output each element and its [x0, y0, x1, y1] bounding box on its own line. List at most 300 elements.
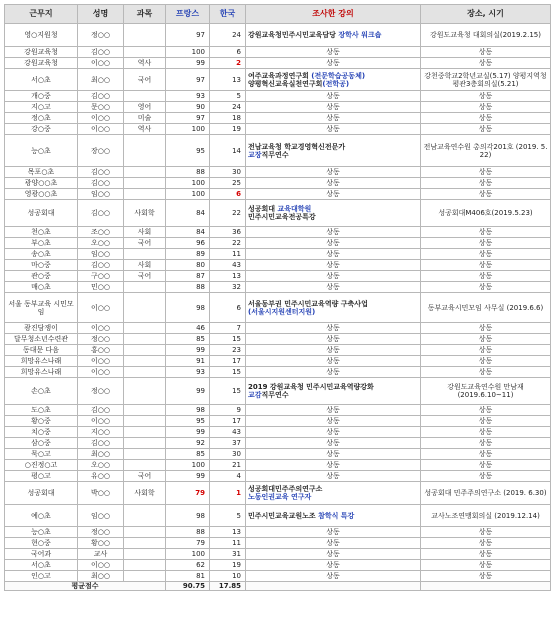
cell-french-score: 100 — [166, 178, 210, 189]
cell-lecture: 상동 — [246, 460, 421, 471]
table-row — [5, 356, 551, 367]
cell-subject: 역사 — [124, 58, 166, 69]
table-row — [5, 378, 551, 405]
cell-place: 상동 — [421, 102, 551, 113]
cell-lecture: 상동 — [246, 47, 421, 58]
lecture-text: 민주시민교육전공특강 — [248, 213, 316, 221]
cell-korea-score: 4 — [210, 471, 246, 482]
cell-org: 부○초 — [5, 238, 78, 249]
cell-org: 영○지원청 — [5, 24, 78, 47]
cell-org: 천○초 — [5, 227, 78, 238]
cell-korea-score: 30 — [210, 449, 246, 460]
cell-name: 이○○ — [78, 58, 124, 69]
cell-lecture: 상동 — [246, 167, 421, 178]
cell-subject: 사회학 — [124, 200, 166, 227]
cell-place: 상동 — [421, 560, 551, 571]
footer-korea-avg: 17.85 — [210, 582, 246, 591]
cell-korea-score: 13 — [210, 69, 246, 91]
cell-korea-score: 36 — [210, 227, 246, 238]
cell-org: 달무청소년수련관 — [5, 334, 78, 345]
table-row — [5, 113, 551, 124]
cell-place: 상동 — [421, 449, 551, 460]
cell-korea-score: 5 — [210, 91, 246, 102]
table-row — [5, 47, 551, 58]
cell-org: 지○고 — [5, 102, 78, 113]
cell-name: 김○○ — [78, 47, 124, 58]
cell-place: 강천중학교2학년교실(5.17) 양평지역청평관3층회의실(5.21) — [421, 69, 551, 91]
cell-lecture: 상동 — [246, 334, 421, 345]
cell-french-score: 100 — [166, 47, 210, 58]
cell-korea-score: 10 — [210, 571, 246, 582]
cell-korea-score: 5 — [210, 505, 246, 527]
table-row — [5, 405, 551, 416]
cell-lecture: 상동 — [246, 538, 421, 549]
cell-name: 황○○ — [78, 538, 124, 549]
cell-name: 임○○ — [78, 505, 124, 527]
cell-place: 상동 — [421, 356, 551, 367]
cell-org: 성공회대 — [5, 482, 78, 505]
cell-subject — [124, 293, 166, 323]
cell-french-score: 100 — [166, 460, 210, 471]
cell-org: 관○중 — [5, 271, 78, 282]
cell-name: 이○○ — [78, 323, 124, 334]
cell-name: 이○○ — [78, 416, 124, 427]
cell-lecture: 상동 — [246, 356, 421, 367]
table-row — [5, 200, 551, 227]
cell-place: 상동 — [421, 271, 551, 282]
cell-org: 마○중 — [5, 260, 78, 271]
cell-name: 임○○ — [78, 249, 124, 260]
cell-name: 최○○ — [78, 69, 124, 91]
cell-korea-score: 43 — [210, 260, 246, 271]
cell-french-score: 98 — [166, 293, 210, 323]
cell-place: 상동 — [421, 167, 551, 178]
cell-lecture — [246, 200, 421, 227]
cell-name: 김○○ — [78, 405, 124, 416]
cell-place: 상동 — [421, 438, 551, 449]
cell-korea-score: 19 — [210, 560, 246, 571]
table-row — [5, 293, 551, 323]
cell-name: 홍○○ — [78, 345, 124, 356]
cell-korea-score: 17 — [210, 356, 246, 367]
cell-french-score: 95 — [166, 416, 210, 427]
cell-place: 상동 — [421, 249, 551, 260]
lecture-text: 전남교육청 학교경영혁신전문가 — [248, 142, 346, 151]
cell-subject — [124, 189, 166, 200]
cell-subject: 국어 — [124, 271, 166, 282]
cell-place: 강원도교육연수원 만남재(2019.6.10~11) — [421, 378, 551, 405]
survey-table — [4, 4, 551, 591]
cell-lecture: 상동 — [246, 178, 421, 189]
cell-name: 문○○ — [78, 102, 124, 113]
cell-subject — [124, 427, 166, 438]
cell-name: 오○○ — [78, 460, 124, 471]
cell-name: 정○○ — [78, 527, 124, 538]
cell-place: 상동 — [421, 471, 551, 482]
cell-place: 상동 — [421, 460, 551, 471]
cell-lecture: 상동 — [246, 113, 421, 124]
cell-korea-score: 2 — [210, 58, 246, 69]
cell-korea-score: 9 — [210, 405, 246, 416]
cell-subject — [124, 449, 166, 460]
cell-korea-score: 31 — [210, 549, 246, 560]
header-subject: 과목 — [124, 5, 166, 24]
cell-lecture — [246, 24, 421, 47]
cell-org: 강원교육청 — [5, 47, 78, 58]
cell-name: 정○○ — [78, 378, 124, 405]
cell-french-score: 80 — [166, 260, 210, 271]
cell-name: 이○○ — [78, 367, 124, 378]
table-row — [5, 282, 551, 293]
lecture-text: 성공회대민주주의연구소 — [248, 485, 323, 493]
cell-subject: 국어 — [124, 471, 166, 482]
cell-name: 임○○ — [78, 189, 124, 200]
cell-french-score: 97 — [166, 24, 210, 47]
cell-name: 정○○ — [78, 24, 124, 47]
table-row — [5, 449, 551, 460]
cell-name: 오○○ — [78, 238, 124, 249]
cell-lecture — [246, 378, 421, 405]
cell-org: 정○초 — [5, 113, 78, 124]
cell-subject — [124, 178, 166, 189]
cell-korea-score: 24 — [210, 102, 246, 113]
table-row — [5, 135, 551, 167]
table-row — [5, 427, 551, 438]
cell-korea-score: 6 — [210, 189, 246, 200]
cell-subject: 영어 — [124, 102, 166, 113]
cell-subject: 사회 — [124, 260, 166, 271]
cell-french-score: 84 — [166, 200, 210, 227]
table-row — [5, 367, 551, 378]
cell-org: 목포○초 — [5, 167, 78, 178]
cell-lecture: 상동 — [246, 260, 421, 271]
table-row — [5, 24, 551, 47]
cell-org: 광양○○초 — [5, 178, 78, 189]
cell-name: 이○○ — [78, 356, 124, 367]
table-row — [5, 538, 551, 549]
cell-subject — [124, 527, 166, 538]
cell-french-score: 99 — [166, 427, 210, 438]
cell-name: 이○○ — [78, 124, 124, 135]
table-row — [5, 505, 551, 527]
cell-subject: 사회학 — [124, 482, 166, 505]
cell-org: 능○초 — [5, 527, 78, 538]
table-row — [5, 238, 551, 249]
cell-korea-score: 21 — [210, 460, 246, 471]
cell-french-score: 99 — [166, 471, 210, 482]
cell-org: 황○중 — [5, 416, 78, 427]
cell-org: 국어과 — [5, 549, 78, 560]
cell-name: 유○○ — [78, 471, 124, 482]
cell-name: 조○○ — [78, 227, 124, 238]
lecture-text: 직무연수 — [261, 391, 289, 399]
header-french: 프랑스 — [166, 5, 210, 24]
footer-french-avg: 90.75 — [166, 582, 210, 591]
cell-french-score: 99 — [166, 345, 210, 356]
cell-place: 상동 — [421, 189, 551, 200]
cell-org: 강원교육청 — [5, 58, 78, 69]
cell-korea-score: 25 — [210, 178, 246, 189]
cell-place: 상동 — [421, 571, 551, 582]
table-row — [5, 249, 551, 260]
footer-empty-place — [421, 582, 551, 591]
table-row — [5, 260, 551, 271]
cell-subject — [124, 367, 166, 378]
cell-korea-score: 11 — [210, 538, 246, 549]
cell-name: 민○○ — [78, 282, 124, 293]
cell-name: 김○○ — [78, 260, 124, 271]
cell-korea-score: 14 — [210, 135, 246, 167]
cell-org: 평○고 — [5, 471, 78, 482]
lecture-text: (서울시지원센터지원) — [248, 307, 316, 316]
cell-place: 상동 — [421, 527, 551, 538]
table-row — [5, 416, 551, 427]
cell-lecture: 상동 — [246, 227, 421, 238]
cell-subject — [124, 249, 166, 260]
cell-lecture: 상동 — [246, 449, 421, 460]
lecture-text: 교감 — [248, 391, 262, 399]
cell-subject — [124, 571, 166, 582]
table-row — [5, 482, 551, 505]
cell-korea-score: 11 — [210, 249, 246, 260]
cell-lecture: 상동 — [246, 549, 421, 560]
cell-korea-score: 17 — [210, 416, 246, 427]
table-row — [5, 560, 551, 571]
cell-name: 이○○ — [78, 560, 124, 571]
cell-subject — [124, 282, 166, 293]
cell-org: 인○고 — [5, 571, 78, 582]
cell-place: 상동 — [421, 405, 551, 416]
cell-name: 정○○ — [78, 334, 124, 345]
cell-korea-score: 32 — [210, 282, 246, 293]
cell-subject — [124, 560, 166, 571]
table-row — [5, 124, 551, 135]
lecture-text: 교육대학원 — [277, 205, 312, 213]
cell-korea-score: 15 — [210, 378, 246, 405]
lecture-text: (전문학습공동체) — [311, 71, 366, 80]
cell-place: 상동 — [421, 91, 551, 102]
cell-french-score: 90 — [166, 102, 210, 113]
cell-french-score: 85 — [166, 334, 210, 345]
cell-lecture: 상동 — [246, 438, 421, 449]
cell-place: 동부교육시민모임 사무실 (2019.6.6) — [421, 293, 551, 323]
cell-subject — [124, 91, 166, 102]
table-row — [5, 167, 551, 178]
cell-lecture — [246, 135, 421, 167]
cell-subject: 역사 — [124, 124, 166, 135]
cell-french-score: 91 — [166, 356, 210, 367]
cell-subject: 사회 — [124, 227, 166, 238]
cell-korea-score: 1 — [210, 482, 246, 505]
cell-name: 김○○ — [78, 91, 124, 102]
cell-lecture: 상동 — [246, 323, 421, 334]
cell-lecture: 상동 — [246, 91, 421, 102]
cell-lecture: 상동 — [246, 58, 421, 69]
cell-place: 상동 — [421, 260, 551, 271]
lecture-text: 양평혁신교육실천연구회 — [248, 79, 323, 88]
cell-subject — [124, 47, 166, 58]
cell-lecture: 상동 — [246, 527, 421, 538]
cell-name: 최○○ — [78, 449, 124, 460]
cell-org: 광진담쟁이 — [5, 323, 78, 334]
cell-name: 김○○ — [78, 178, 124, 189]
cell-french-score: 100 — [166, 189, 210, 200]
table-row — [5, 334, 551, 345]
cell-org: 매○초 — [5, 282, 78, 293]
lecture-text: 민주시민교육교원노조 — [248, 511, 319, 520]
cell-korea-score: 19 — [210, 124, 246, 135]
cell-french-score: 88 — [166, 167, 210, 178]
cell-lecture: 상동 — [246, 124, 421, 135]
footer-row — [5, 582, 551, 591]
cell-lecture — [246, 293, 421, 323]
lecture-text: (전학공) — [322, 79, 350, 88]
lecture-text: 성공회대 — [248, 205, 278, 213]
table-row — [5, 323, 551, 334]
table-row — [5, 460, 551, 471]
cell-org: 송○초 — [5, 249, 78, 260]
cell-org: 개○중 — [5, 91, 78, 102]
cell-org: 현○중 — [5, 538, 78, 549]
cell-name: 이○○ — [78, 293, 124, 323]
table-row — [5, 571, 551, 582]
cell-french-score: 93 — [166, 367, 210, 378]
cell-subject — [124, 356, 166, 367]
cell-org: 희망유스나래 — [5, 356, 78, 367]
cell-place: 상동 — [421, 427, 551, 438]
cell-place: 성공회대 민주주의연구소 (2019. 6.30) — [421, 482, 551, 505]
cell-french-score: 88 — [166, 527, 210, 538]
cell-lecture: 상동 — [246, 249, 421, 260]
cell-lecture: 상동 — [246, 271, 421, 282]
cell-place: 상동 — [421, 538, 551, 549]
cell-name: 장○○ — [78, 135, 124, 167]
cell-place: 상동 — [421, 47, 551, 58]
cell-french-score: 79 — [166, 482, 210, 505]
cell-subject — [124, 505, 166, 527]
table-row — [5, 69, 551, 91]
lecture-text: 서울동부권 민주시민교육역량 구축사업 — [248, 299, 368, 308]
cell-subject — [124, 416, 166, 427]
cell-french-score: 97 — [166, 113, 210, 124]
cell-korea-score: 22 — [210, 200, 246, 227]
cell-subject — [124, 323, 166, 334]
cell-lecture — [246, 505, 421, 527]
cell-place: 강원도교육청 대회의실(2019.2.15) — [421, 24, 551, 47]
cell-subject: 국어 — [124, 69, 166, 91]
cell-lecture: 상동 — [246, 282, 421, 293]
header-row — [5, 5, 551, 24]
cell-korea-score: 15 — [210, 367, 246, 378]
cell-place: 전남교육연수원 총의각201호 (2019. 5. 22) — [421, 135, 551, 167]
table-body — [5, 24, 551, 582]
cell-french-score: 98 — [166, 405, 210, 416]
cell-french-score: 84 — [166, 227, 210, 238]
cell-french-score: 87 — [166, 271, 210, 282]
cell-french-score: 93 — [166, 91, 210, 102]
cell-french-score: 100 — [166, 124, 210, 135]
table-row — [5, 345, 551, 356]
table-row — [5, 438, 551, 449]
cell-org: 성공회대 — [5, 200, 78, 227]
cell-korea-score: 6 — [210, 47, 246, 58]
cell-lecture: 상동 — [246, 345, 421, 356]
cell-french-score: 89 — [166, 249, 210, 260]
table-row — [5, 271, 551, 282]
cell-name: 김○○ — [78, 167, 124, 178]
cell-org: 삼○중 — [5, 438, 78, 449]
table-row — [5, 58, 551, 69]
cell-place: 상동 — [421, 334, 551, 345]
table-row — [5, 91, 551, 102]
cell-lecture — [246, 69, 421, 91]
cell-org: 예○초 — [5, 505, 78, 527]
lecture-text: 민주시민교육담당 — [281, 31, 339, 39]
lecture-text: 노동인권교육 연구자 — [248, 493, 312, 501]
table-row — [5, 189, 551, 200]
cell-name: 김○○ — [78, 438, 124, 449]
cell-french-score: 85 — [166, 449, 210, 460]
cell-lecture: 상동 — [246, 471, 421, 482]
cell-subject — [124, 549, 166, 560]
cell-french-score: 92 — [166, 438, 210, 449]
cell-subject — [124, 345, 166, 356]
cell-french-score: 88 — [166, 282, 210, 293]
cell-korea-score: 43 — [210, 427, 246, 438]
cell-org: 영광○○초 — [5, 189, 78, 200]
lecture-text: 여주교육과정연구회 — [248, 71, 312, 80]
cell-name: 김○○ — [78, 200, 124, 227]
cell-lecture: 상동 — [246, 238, 421, 249]
cell-korea-score: 15 — [210, 334, 246, 345]
footer-label: 평균점수 — [5, 582, 166, 591]
cell-subject — [124, 438, 166, 449]
cell-place: 상동 — [421, 113, 551, 124]
cell-org: 서울 동부교육 시민모임 — [5, 293, 78, 323]
cell-lecture: 상동 — [246, 102, 421, 113]
cell-lecture: 상동 — [246, 189, 421, 200]
cell-subject — [124, 135, 166, 167]
cell-lecture: 상동 — [246, 367, 421, 378]
lecture-text: 2019 강원교육청 민주시민교육역량강화 — [248, 383, 374, 391]
cell-subject: 국어 — [124, 238, 166, 249]
cell-french-score: 100 — [166, 549, 210, 560]
cell-korea-score: 22 — [210, 238, 246, 249]
cell-org: 서○초 — [5, 560, 78, 571]
cell-place: 상동 — [421, 323, 551, 334]
cell-subject — [124, 24, 166, 47]
cell-lecture: 상동 — [246, 571, 421, 582]
cell-org: 치○중 — [5, 427, 78, 438]
cell-french-score: 81 — [166, 571, 210, 582]
cell-org: 도○초 — [5, 405, 78, 416]
cell-org: 강○중 — [5, 124, 78, 135]
cell-french-score: 62 — [166, 560, 210, 571]
cell-lecture: 상동 — [246, 416, 421, 427]
cell-korea-score: 24 — [210, 24, 246, 47]
cell-korea-score: 18 — [210, 113, 246, 124]
cell-place: 성공회대M406호(2019.5.23) — [421, 200, 551, 227]
table-row — [5, 527, 551, 538]
cell-lecture — [246, 482, 421, 505]
cell-name: 구○○ — [78, 271, 124, 282]
cell-place: 교사노조연맹회의실 (2019.12.14) — [421, 505, 551, 527]
cell-place: 상동 — [421, 367, 551, 378]
cell-place: 상동 — [421, 549, 551, 560]
cell-place: 상동 — [421, 416, 551, 427]
cell-lecture: 상동 — [246, 560, 421, 571]
lecture-text: 강원교육청 — [248, 31, 282, 39]
